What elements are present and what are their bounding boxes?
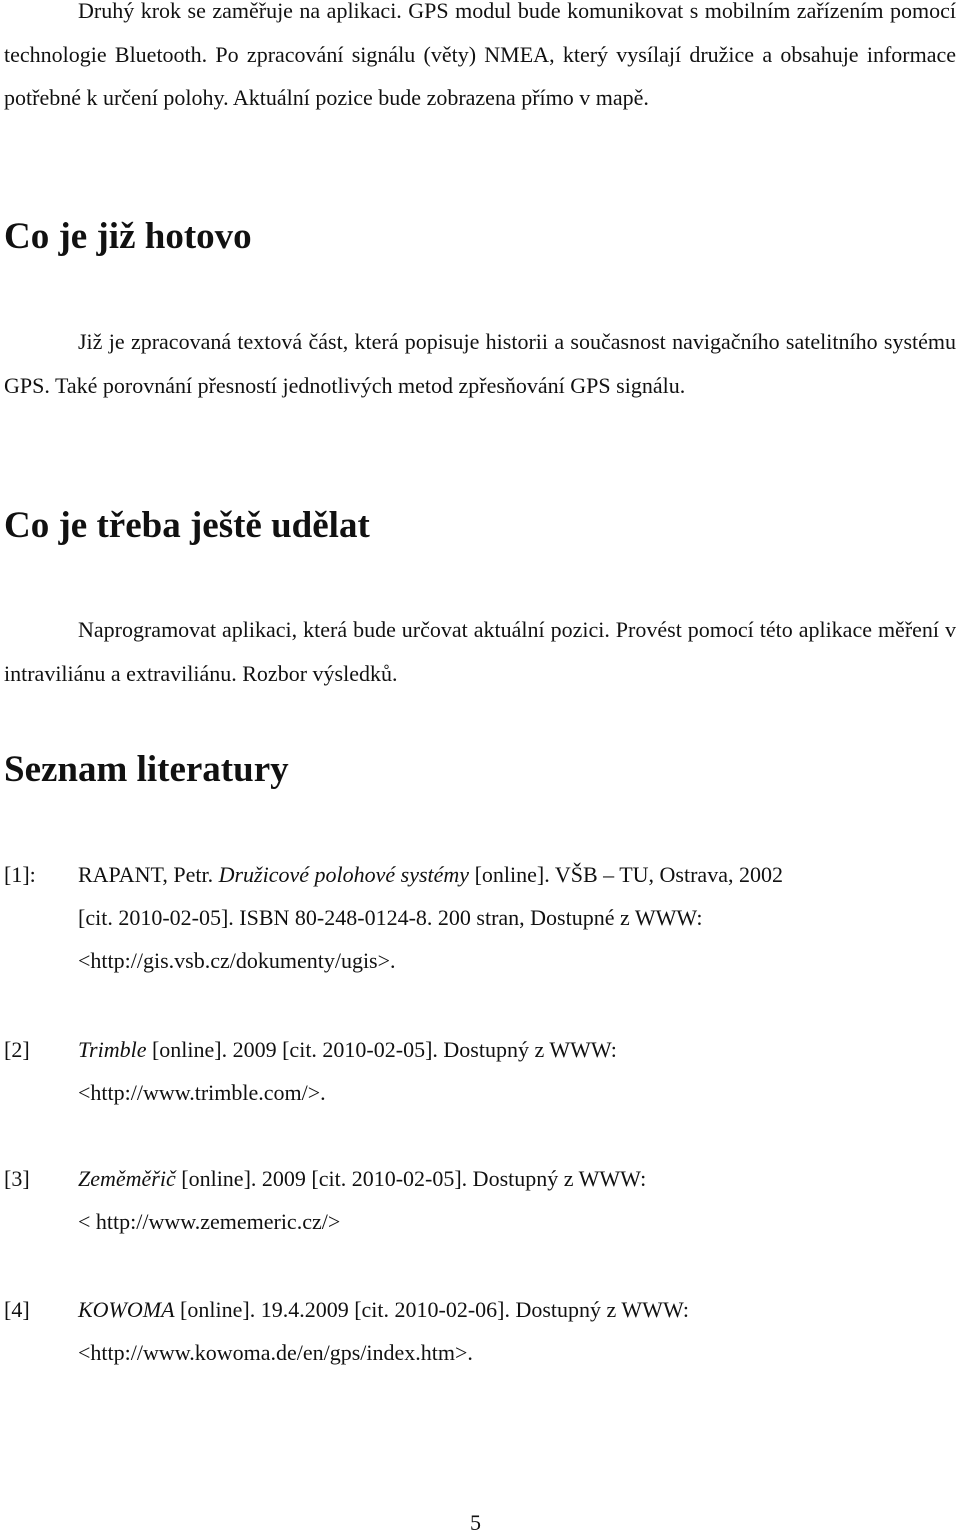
reference-line: Zeměměřič [online]. 2009 [cit. 2010-02-05]. Dostupný z WWW: bbox=[78, 1166, 647, 1191]
reference-body bbox=[78, 1028, 948, 1114]
heading-todo: Co je třeba ještě udělat bbox=[4, 505, 370, 546]
reference-body bbox=[78, 1157, 948, 1243]
reference-body bbox=[78, 1288, 948, 1374]
reference-line: [cit. 2010-02-05]. ISBN 80-248-0124-8. 200 stran, Dostupné z WWW: bbox=[78, 905, 703, 930]
todo-paragraph: Naprogramovat aplikaci, která bude určovat aktuální pozici. Provést pomocí této aplikace měření v intraviliánu a extraviliánu. Rozbor výsledků. bbox=[4, 617, 956, 686]
reference-number: [4] bbox=[4, 1297, 30, 1322]
done-paragraph: Již je zpracovaná textová část, která popisuje historii a současnost navigačního satelitního systému GPS. Také porovnání přesností jednotlivých metod zpřesňování GPS signálu. bbox=[4, 329, 956, 398]
reference-number: [2] bbox=[4, 1037, 30, 1062]
heading-references: Seznam literatury bbox=[4, 749, 289, 790]
reference-line: Trimble [online]. 2009 [cit. 2010-02-05]. Dostupný z WWW: bbox=[78, 1037, 617, 1062]
heading-done: Co je již hotovo bbox=[4, 216, 252, 257]
reference-line: KOWOMA [online]. 19.4.2009 [cit. 2010-02-06]. Dostupný z WWW: bbox=[78, 1297, 690, 1322]
reference-link: <http://www.trimble.com/>. bbox=[78, 1080, 326, 1105]
reference-title: Trimble bbox=[78, 1037, 147, 1062]
reference-number: [3] bbox=[4, 1166, 30, 1191]
reference-title: KOWOMA bbox=[78, 1297, 175, 1322]
intro-paragraph: Druhý krok se zaměřuje na aplikaci. GPS modul bude komunikovat s mobilním zařízením pomocí technologie Bluetooth. Po zpracování signálu (věty) NMEA, který vysílají družice a obsahuje informace potřebné k určení polohy. Aktuální pozice bude zobrazena přímo v mapě. bbox=[4, 0, 956, 110]
reference-number: [1]: bbox=[4, 862, 36, 887]
page-number: 5 bbox=[470, 1510, 481, 1535]
reference-link: <http://gis.vsb.cz/dokumenty/ugis>. bbox=[78, 948, 396, 973]
reference-link: <http://www.kowoma.de/en/gps/index.htm>. bbox=[78, 1340, 473, 1365]
reference-body bbox=[78, 853, 948, 982]
reference-link: < http://www.zememeric.cz/> bbox=[78, 1209, 341, 1234]
reference-line: RAPANT, Petr. Družicové polohové systémy [online]. VŠB – TU, Ostrava, 2002 bbox=[78, 862, 783, 887]
reference-title: Družicové polohové systémy bbox=[218, 862, 470, 887]
reference-title: Zeměměřič bbox=[78, 1166, 176, 1191]
